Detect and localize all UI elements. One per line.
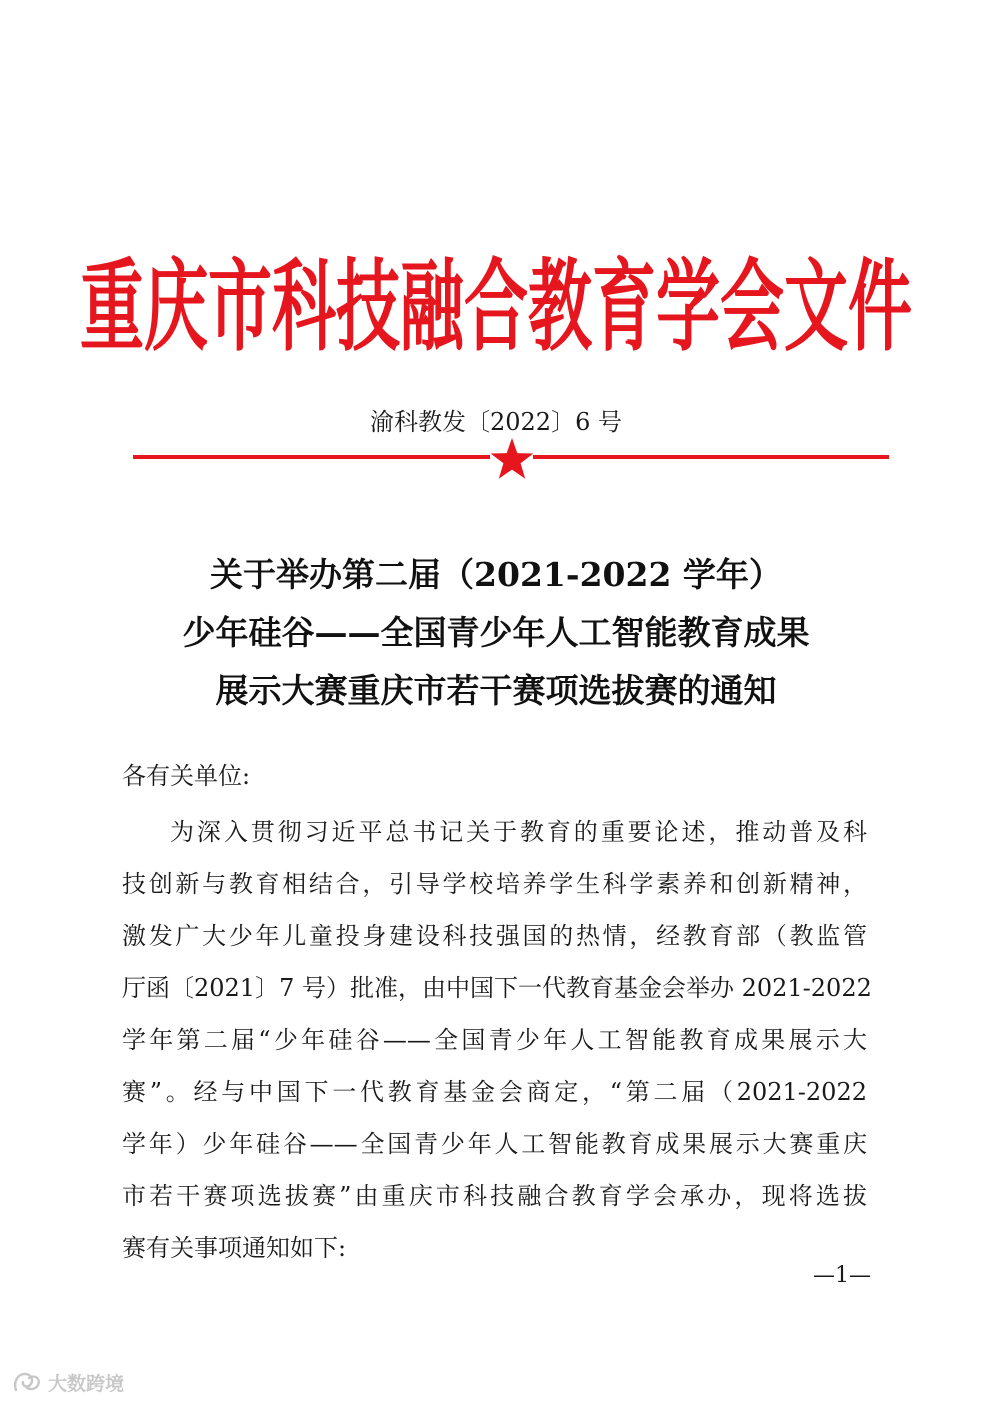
issuer-title: 重庆市科技融合教育学会文件 <box>80 251 912 366</box>
page-number: —1— <box>813 1263 871 1288</box>
body-line: 学年）少年硅谷——全国青少年人工智能教育成果展示大赛重庆 <box>122 1130 867 1158</box>
notice-title-line: 关于举办第二届（2021-2022 学年） <box>210 555 782 594</box>
notice-title <box>0 546 992 720</box>
notice-title-line: 展示大赛重庆市若干赛项选拔赛的通知 <box>215 671 777 710</box>
body-paragraph <box>122 806 872 1274</box>
header-divider-left <box>133 455 490 459</box>
watermark-text: 大数跨境 <box>48 1372 125 1395</box>
body-line: 为深入贯彻习近平总书记关于教育的重要论述，推动普及科 <box>170 818 867 846</box>
body-line: 激发广大少年儿童投身建设科技强国的热情，经教育部（教监管 <box>122 922 867 950</box>
body-line: 学年第二届“少年硅谷——全国青少年人工智能教育成果展示大 <box>122 1026 867 1054</box>
salutation: 各有关单位: <box>122 762 251 790</box>
body-line: 厅函〔2021〕7 号）批准，由中国下一代教育基金会举办 2021-2022 <box>122 974 872 1002</box>
brand-logo-icon <box>12 1370 42 1394</box>
body-line: 赛”。经与中国下一代教育基金会商定，“第二届（2021-2022 <box>122 1078 867 1106</box>
header-divider-right <box>533 455 889 459</box>
body-line: 赛有关事项通知如下: <box>122 1234 347 1262</box>
body-line: 市若干赛项选拔赛”由重庆市科技融合教育学会承办，现将选拔 <box>122 1182 867 1210</box>
body-line: 技创新与教育相结合，引导学校培养学生科学素养和创新精神， <box>122 870 867 898</box>
document-number: 渝科教发〔2022〕6 号 <box>370 408 622 436</box>
watermark <box>12 1368 124 1396</box>
star-icon <box>489 436 535 482</box>
notice-title-line: 少年硅谷——全国青少年人工智能教育成果 <box>182 613 810 652</box>
